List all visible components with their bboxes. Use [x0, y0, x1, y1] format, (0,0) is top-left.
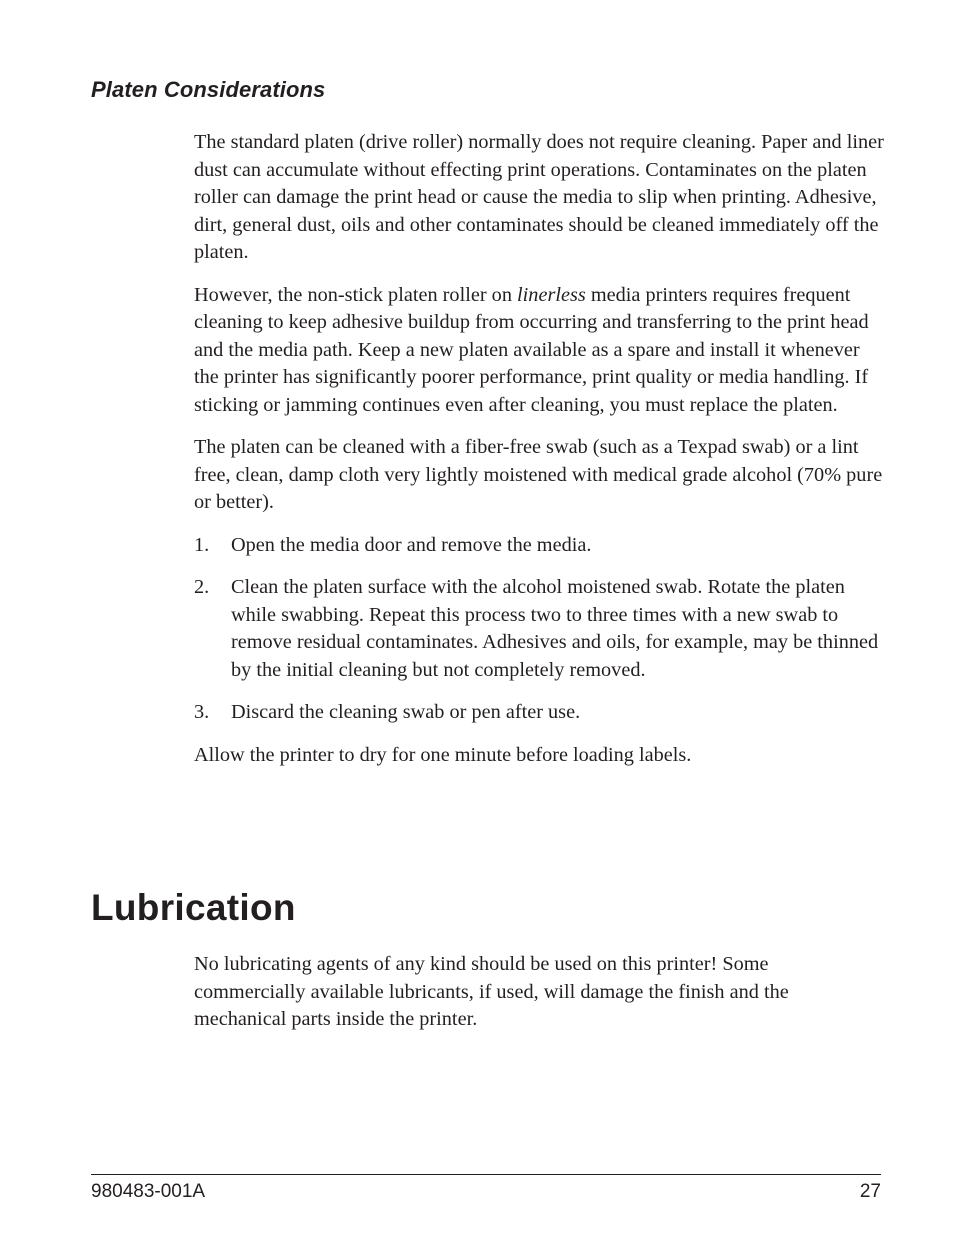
cleaning-steps-list [194, 532, 884, 727]
platen-section-body [194, 129, 884, 784]
paragraph-platen-cleaning-intro: The standard platen (drive roller) normally does not require cleaning. Paper and liner dust can accumulate without effecting print operations. Contaminates on the platen roller can damage the print head or cause the media to slip when printing. Adhesive, dirt, general dust, oils and other contaminates should be cleaned immediately off the platen. [194, 131, 884, 263]
footer-divider [91, 1174, 881, 1175]
step-text: Clean the platen surface with the alcohol moistened swab. Rotate the platen while swabbing. Repeat this process two to three times with a new swab to remove residual contaminates. Adhesives and oils, for example, may be thinned by the initial cleaning but not completely removed. [231, 576, 879, 681]
step-number: 2. [194, 576, 210, 598]
linerless-emphasis: linerless [517, 283, 586, 306]
step-text: Open the media door and remove the media. [231, 533, 592, 556]
step-number: 3. [194, 701, 210, 723]
paragraph-drying-note: Allow the printer to dry for one minute before loading labels. [194, 743, 692, 766]
paragraph-linerless-text-end: media printers requires frequent cleaning to keep adhesive buildup from occurring and transferring to the print head and the media path. Keep a new platen available as a spare and install it whenever the printer has significantly poorer performance, print quality or media handling. If sticking or jamming continues even after cleaning, you must replace the platen. [194, 283, 869, 416]
paragraph-cleaning-materials: The platen can be cleaned with a fiber-free swab (such as a Texpad swab) or a lint free, clean, damp cloth very lightly moistened with medical grade alcohol (70% pure or better). [194, 436, 883, 513]
chapter-heading-lubrication: Lubrication [91, 887, 296, 928]
paragraph-linerless-platen [194, 282, 884, 420]
paragraph-linerless-text-start: However, the non-stick platen roller on [194, 283, 518, 306]
list-item-step-1 [194, 532, 884, 560]
lubrication-section-body [194, 951, 884, 1049]
list-item-step-3 [194, 699, 884, 727]
step-text: Discard the cleaning swab or pen after use. [231, 701, 581, 723]
paragraph-lubrication-warning: No lubricating agents of any kind should be used on this printer! Some commercially available lubricants, if used, will damage the finish and the mechanical parts inside the printer. [194, 953, 789, 1030]
footer-page-number: 27 [859, 1181, 881, 1202]
list-item-step-2 [194, 574, 884, 684]
step-number: 1. [194, 533, 210, 556]
section-heading-platen-considerations: Platen Considerations [91, 77, 326, 102]
footer-doc-number: 980483-001A [91, 1181, 206, 1202]
